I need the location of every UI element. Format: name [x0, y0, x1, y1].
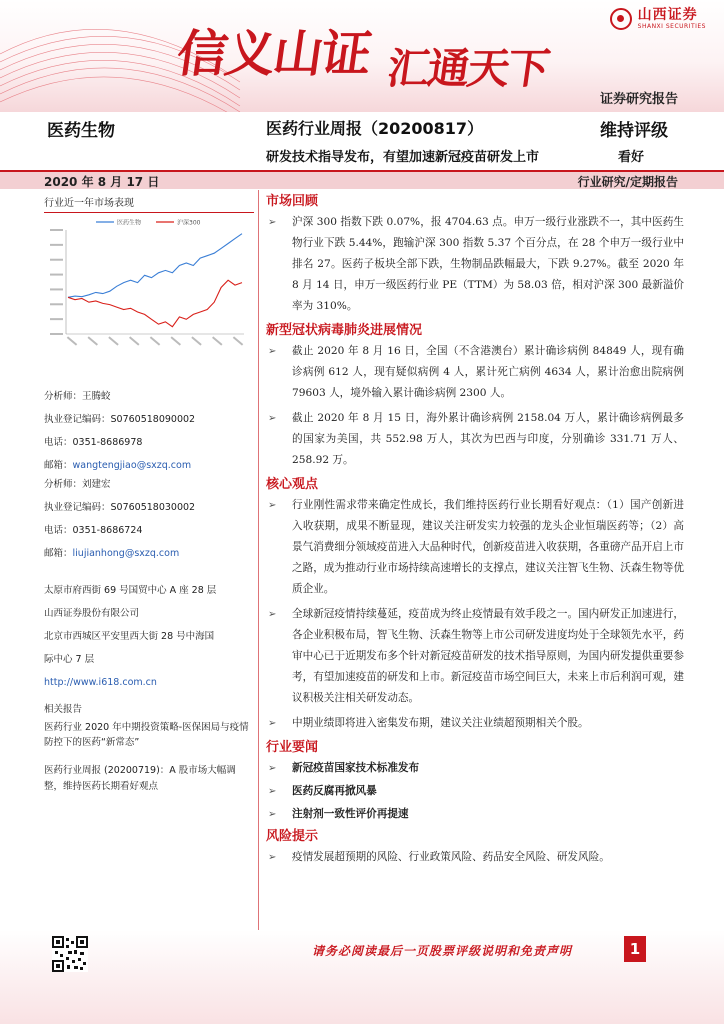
chart-ytick-label — [50, 229, 63, 231]
chart-series-line — [68, 234, 242, 298]
chart-xtick-label — [212, 336, 222, 345]
slogan-part2: 汇通天下 — [384, 44, 552, 93]
footer — [0, 930, 724, 1024]
industry-name: 医药生物 — [47, 121, 115, 141]
arrow-bullet-icon: ➢ — [268, 718, 277, 729]
email-label: 邮箱： — [44, 460, 73, 471]
chart-xtick-label — [191, 336, 201, 345]
analyst-email-link[interactable]: liujianhong@sxzq.com — [72, 548, 180, 559]
title-row — [0, 112, 724, 170]
chart-legend-label: 沪深300 — [177, 219, 201, 227]
bullet-item: ➢ 行业刚性需求带来确定性成长，我们维持医药行业长期看好观点：（1）国产创新进入收获期，成果不断显现，建议关注研发实力较强的龙头企业恒瑞医药等；（2）高景气消费细分领域疫苗进入大品种时代，创新疫苗进入收获期，各重磅产品开启上市之路，成为推动行业市场持续高速增长的支撑点，建议关注智飞生物、沃森生物等优质企业。 — [266, 495, 684, 600]
report-date: 2020 年 8 月 17 日 — [44, 175, 160, 189]
column-divider — [258, 190, 259, 930]
analyst-name: 分析师：王腾蛟 — [44, 391, 111, 402]
address-line: 太原市府西街 69 号国贸中心 A 座 28 层 — [44, 585, 217, 596]
section-title-industry-news: 行业要闻 — [266, 740, 319, 755]
qr-code-icon — [52, 936, 88, 972]
analyst-email-link[interactable]: wangtengjiao@sxzq.com — [72, 460, 192, 471]
analyst-cert: 执业登记编码：S0760518090002 — [44, 414, 196, 425]
analyst-phone: 电话：0351-8686978 — [44, 437, 143, 448]
arrow-bullet-icon: ➢ — [268, 500, 277, 511]
company-name: 山西证券股份有限公司 — [44, 608, 140, 619]
logo-mark-icon — [610, 8, 632, 30]
arrow-bullet-icon: ➢ — [268, 852, 277, 863]
arrow-bullet-icon: ➢ — [268, 413, 277, 424]
analyst-cert: 执业登记编码：S0760518030002 — [44, 502, 196, 513]
arrow-bullet-icon: ➢ — [268, 786, 277, 797]
chart-ytick-label — [50, 303, 63, 305]
section-title-risk: 风险提示 — [266, 829, 319, 844]
header-banner — [0, 0, 724, 112]
page-number: 1 — [624, 936, 646, 962]
bullet-item: ➢ 中期业绩即将进入密集发布期，建议关注业绩超预期相关个股。 — [266, 713, 684, 734]
analyst-phone: 电话：0351-8686724 — [44, 525, 143, 536]
bullet-item: ➢ 截止 2020 年 8 月 16 日，全国（不含港澳台）累计确诊病例 84849 人，现有确诊病例 612 人，现有疑似病例 4 人，累计死亡病例 4634 人，累计治愈出院病例 79603 人，境外输入累计确诊病例 2300 人。 — [266, 341, 684, 404]
chart-ytick-label — [50, 244, 63, 246]
news-item[interactable]: ➢ 注射剂一致性评价再提速 — [266, 804, 684, 825]
report-title: 医药行业周报（20200817） — [266, 119, 484, 138]
chart-xtick-label — [171, 336, 181, 345]
disclaimer-text: 请务必阅读最后一页股票评级说明和免责声明 — [312, 944, 573, 958]
chart-ytick-label — [50, 288, 63, 290]
chart-xtick-label — [88, 336, 98, 345]
analyst-name: 分析师：刘建宏 — [44, 479, 111, 490]
main-content — [266, 190, 684, 872]
chart-series-line — [68, 280, 242, 327]
section-title-market-review: 市场回顾 — [266, 194, 319, 209]
rating-value: 看好 — [618, 150, 645, 165]
related-report-item[interactable]: 医药行业 2020 年中期投资策略-医保困局与疫情防控下的医药“新常态” — [44, 721, 249, 749]
logo-en: SHANXI SECURITIES — [637, 23, 706, 30]
chart-xtick-label — [129, 336, 139, 345]
chart-title: 行业近一年市场表现 — [44, 194, 254, 213]
chart-ytick-label — [50, 259, 63, 261]
bullet-item: ➢ 疫情发展超预期的风险、行业政策风险、药品安全风险、研发风险。 — [266, 847, 684, 868]
arrow-bullet-icon: ➢ — [268, 809, 277, 820]
news-item[interactable]: ➢ 新冠疫苗国家技术标准发布 — [266, 758, 684, 779]
address-block — [44, 584, 254, 699]
related-report-item[interactable]: 医药行业周报 (20200719)：A 股市场大幅调整，维持医药长期看好观点 — [44, 765, 236, 792]
address-line: 北京市西城区平安里西大街 28 号中海国 — [44, 631, 215, 642]
news-item[interactable]: ➢ 医药反腐再掀风暴 — [266, 781, 684, 802]
bullet-item: ➢ 沪深 300 指数下跌 0.07%，报 4704.63 点。申万一级行业涨跌不一，其中医药生物行业下跌 5.44%，跑输沪深 300 指数 5.37 个百分点，在 28 个申万一级行业中排名 27。医药子板块全部下跌，生物制品跌幅最大，下跌 9.27%。截至 2020 年 8 月 14 日，申万一级医药行业 PE（TTM）为 58.03 倍，相对沪深 300 最新溢价率为 310%。 — [266, 212, 684, 317]
analyst-block-2 — [44, 478, 254, 570]
chart-xtick-label — [233, 336, 243, 345]
arrow-bullet-icon: ➢ — [268, 346, 277, 357]
bullet-item: ➢ 全球新冠疫情持续蔓延，疫苗成为终止疫情最有效手段之一。国内研发正加速进行，各企业积极布局，智飞生物、沃森生物等上市公司研发进度均处于全球领先水平，药审中心已于近期发布多个针对新冠疫苗研发的技术指导原则，为国内研发提供重要参考，有望加速疫苗的研发和上市。新冠疫苗市场空间巨大，未来上市后利润可观，建议积极关注相关研发动态。 — [266, 604, 684, 709]
bullet-item: ➢ 截止 2020 年 8 月 15 日，海外累计确诊病例 2158.04 万人，累计确诊病例最多的国家为美国，共 552.98 万人，其次为巴西与印度，分别确诊 331.71 万人、258.92 万。 — [266, 408, 684, 471]
logo-cn: 山西证券 — [637, 7, 698, 23]
rating-label: 维持评级 — [600, 121, 668, 141]
website-link[interactable]: http://www.i618.com.cn — [44, 677, 157, 688]
arrow-bullet-icon: ➢ — [268, 763, 277, 774]
date-bar — [0, 170, 724, 189]
related-title: 相关报告 — [44, 704, 83, 715]
chart-legend-label: 医药生物 — [117, 219, 142, 227]
related-reports — [44, 702, 254, 806]
chart-ytick-label — [50, 333, 63, 335]
report-subtitle: 研发技术指导发布，有望加速新冠疫苗研发上市 — [266, 150, 540, 165]
section-title-covid: 新型冠状病毒肺炎进展情况 — [266, 323, 423, 338]
email-label: 邮箱： — [44, 548, 73, 559]
chart-xtick-label — [108, 336, 118, 345]
chart-xtick-label — [67, 336, 77, 345]
arrow-bullet-icon: ➢ — [268, 217, 277, 228]
report-category: 行业研究/定期报告 — [577, 175, 678, 189]
sidebar — [44, 190, 254, 930]
chart-ytick-label — [50, 274, 63, 276]
address-line: 际中心 7 层 — [44, 654, 95, 665]
section-title-core-views: 核心观点 — [266, 477, 319, 492]
analyst-block-1 — [44, 390, 254, 482]
chart-xtick-label — [150, 336, 160, 345]
market-performance-chart — [44, 216, 254, 356]
slogan-part1: 信义山证 — [173, 24, 374, 83]
report-type: 证券研究报告 — [599, 92, 678, 107]
company-logo — [610, 8, 706, 30]
chart-ytick-label — [50, 318, 63, 320]
arrow-bullet-icon: ➢ — [268, 609, 277, 620]
